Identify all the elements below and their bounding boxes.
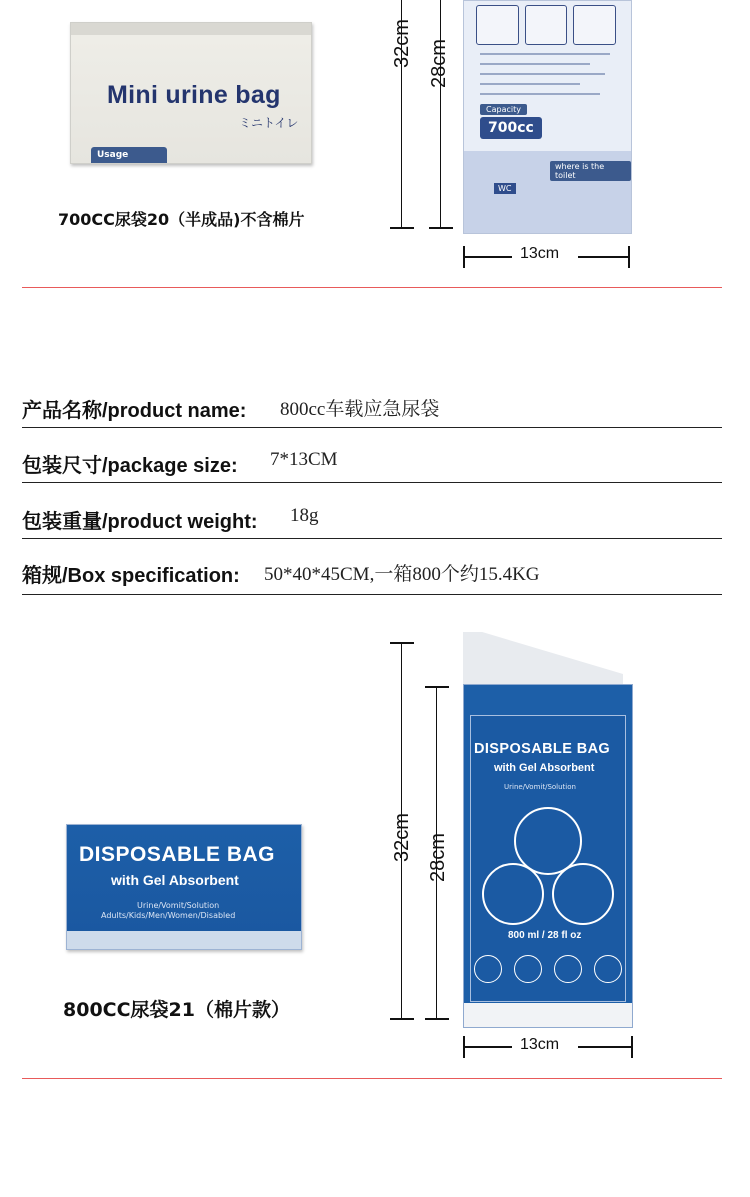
capacity-label: Capacity xyxy=(480,104,527,115)
dim-tick xyxy=(425,686,449,688)
bag-subtitle: with Gel Absorbent xyxy=(494,762,595,774)
bag-title: DISPOSABLE BAG xyxy=(474,741,611,757)
pouch-footer-strip xyxy=(67,931,301,949)
dim-label-13cm: 13cm xyxy=(520,1036,560,1053)
capacity-badge: 700cc xyxy=(480,117,542,139)
bag-bottom-band xyxy=(464,1003,632,1027)
top-product-caption: 700CC尿袋20（半成品)不含棉片 xyxy=(58,210,305,229)
spec-row-product-weight xyxy=(22,483,722,539)
disposable-bag-pouch-image xyxy=(66,824,302,950)
dim-tick xyxy=(628,246,630,268)
tent-icon xyxy=(474,955,502,983)
dim-line-width xyxy=(464,1046,512,1048)
vomit-person-icon xyxy=(482,863,544,925)
wc-label: WC xyxy=(494,183,516,194)
hospital-icon xyxy=(554,955,582,983)
dim-label-13cm: 13cm xyxy=(520,245,560,262)
spec-value: 18g xyxy=(290,505,319,526)
pouch-seal xyxy=(71,23,311,35)
section-divider xyxy=(22,1078,722,1079)
wheelchair-icon xyxy=(552,863,614,925)
dim-line-width xyxy=(578,256,628,258)
spec-value: 50*40*45CM,一箱800个约15.4KG xyxy=(264,564,540,585)
car-icon xyxy=(594,955,622,983)
dim-label-32cm: 32cm xyxy=(391,19,413,68)
spec-label: 箱规/Box specification: xyxy=(22,565,240,587)
spec-label: 产品名称/product name: xyxy=(22,400,247,422)
bag-volume: 800 ml / 28 fl oz xyxy=(508,930,582,941)
dim-tick xyxy=(425,1018,449,1020)
700cc-bag-image xyxy=(463,0,632,234)
bag-funnel-image xyxy=(463,632,623,692)
dim-label-28cm: 28cm xyxy=(427,833,449,882)
pouch-line-1: Urine/Vomit/Solution xyxy=(137,901,220,910)
dim-label-28cm: 28cm xyxy=(428,39,450,88)
bag-line-1: Urine/Vomit/Solution xyxy=(504,783,576,791)
dim-tick xyxy=(631,1036,633,1058)
pouch-subtitle: ミニトイレ xyxy=(239,116,299,130)
pouch-subtitle: with Gel Absorbent xyxy=(111,872,239,888)
dim-tick xyxy=(390,642,414,644)
where-toilet-label: where is the toilet xyxy=(550,161,631,181)
pouch-usage-tab: Usage xyxy=(91,147,167,163)
spec-row-product-name xyxy=(22,372,722,428)
dim-tick xyxy=(390,1018,414,1020)
usage-icons-row xyxy=(474,955,622,983)
mini-urine-bag-pouch-image xyxy=(70,22,312,164)
dim-line-inner xyxy=(440,0,441,228)
bottom-product-caption: 800CC尿袋21（棉片款） xyxy=(63,999,290,1021)
pregnant-icon xyxy=(514,955,542,983)
spec-row-package-size xyxy=(22,427,722,483)
section-divider xyxy=(22,287,722,288)
usage-step-icons xyxy=(476,5,616,45)
dim-line-width xyxy=(578,1046,631,1048)
pouch-line-2: Adults/Kids/Men/Women/Disabled xyxy=(101,911,236,920)
spec-row-box-specification xyxy=(22,539,722,595)
dim-line-width xyxy=(464,256,512,258)
spec-label: 包装重量/product weight: xyxy=(22,511,258,533)
pouch-title: Mini urine bag xyxy=(107,81,281,109)
dim-tick xyxy=(390,227,414,229)
dim-label-32cm: 32cm xyxy=(391,813,413,862)
spec-value: 800cc车载应急尿袋 xyxy=(280,399,440,420)
spec-label: 包装尺寸/package size: xyxy=(22,455,238,477)
800cc-bag-image xyxy=(463,684,633,1028)
dim-tick xyxy=(429,227,453,229)
pouch-title: DISPOSABLE BAG xyxy=(79,843,276,866)
spec-value: 7*13CM xyxy=(270,449,338,470)
